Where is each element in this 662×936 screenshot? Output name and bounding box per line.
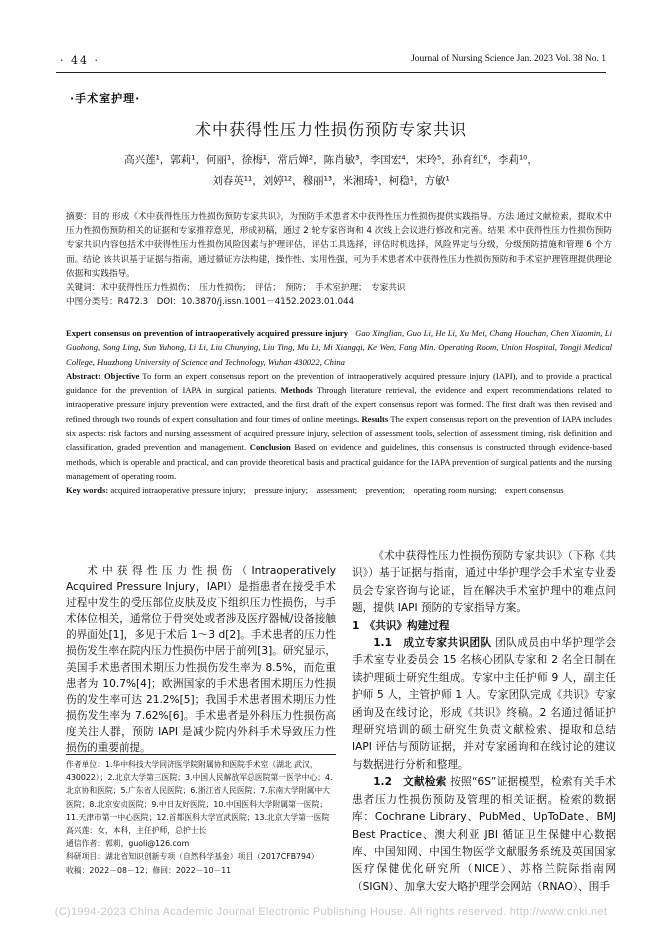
article-title: 术中获得性压力性损伤预防专家共识 (194, 120, 467, 139)
en-conclusion-label: Conclusion (249, 442, 291, 453)
funding: 科研项目：湖北省知识创新专项（自然科学基金）项目（2017CFB794） (66, 852, 319, 862)
page-number: · 44 · (60, 54, 100, 67)
section-1-heading: 1 《共识》构建过程 (352, 619, 450, 632)
en-results-label: Results (361, 413, 389, 424)
journal-info: Journal of Nursing Science Jan. 2023 Vol. 38 No. 1 (411, 54, 606, 64)
en-methods: Through literature retrieval, the evidence and expert recommendations related to intraoperative pressure injury prevention were extracted, and the first draft of the expert consensus report was formed. The first draft was then revised and refined through two rounds of expert consultation and four times of online meetings. (66, 385, 612, 424)
right-intro-paragraph: 《术中获得性压力性损伤预防专家共识》（下称《共识》）基于证据与指南，通过中华护理学会手术室专业委员会专家咨询与论证，旨在解决手术室护理中的难点问题，提供 IAPI 预防的专家指导方案。 (352, 550, 616, 615)
en-authors: Gao Xinglian, Guo Li, He Li, Xu Mei, Chang Houchan, Chen Xiaomin, Li Guohong, Song Ling, Sun Yuhong, Li Li, Liu Chunying, Liu Ting, Mu Li, Mi Xiangqi, Ke Wen, Fang Min. Operating Room, Union Hospital, Tongji Medical College, Huazhong University of Science and Technology, Wuhan 430022, China (66, 328, 612, 367)
chinese-abstract (66, 210, 612, 309)
english-abstract (66, 326, 612, 498)
cn-classification: 中图分类号：R472.3 DOI：10.3870/j.issn.1001－4152.2023.01.044 (66, 297, 355, 308)
en-abstract-body (66, 369, 612, 483)
copyright-watermark: (C)1994-2023 China Academic Journal Electronic Publishing House. All rights reserved. http://www.cnki.net (54, 906, 608, 918)
en-objective-label: Objective (103, 370, 140, 381)
cn-abstract-text: 摘要：目的 形成《术中获得性压力性损伤预防专家共识》，为预防手术患者术中获得性压力性损伤提供实践指导。方法 通过文献检索，提取术中压力性损伤预防相关的证据和专家推荐意见，形成初稿，通过 2 轮专家咨询和 4 次线上会议进行修改和完善。结果 术中获得性压力性损伤预防专家共识内容包括术中获得性压力性损伤风险因素与护理评估，评估工具选择，评估时机选择，风险界定与分级，分级预防措施和管理 6 个方面。结论 该共识基于证据与指南，通过循证方法构建，操作性、实用性强，可为手术患者术中获得性压力性损伤预防和手术室护理管理提供理论依据和实践指导。 (66, 212, 612, 279)
en-methods-label: Methods (280, 385, 313, 396)
section-1-2 (352, 774, 616, 896)
intro-paragraph: 术中获得性压力性损伤（Intraoperatively Acquired Pressure Injury，IAPI）是指患者在接受手术过程中发生的受压部位皮肤及皮下组织压力性损伤，与手术体位相关，通常位于骨突处或者涉及医疗器械/设备接触的界面处[1]，多见于术后 1～3 d[2]。手术患者的压力性损伤发生率在院内压力性损伤中居于前列[3]。研究显示，美国手术患者围术期压力性损伤发生率为 8.5%，而危重患者为 10.7%[4]；欧洲国家的手术患者围术期压力性损伤的发生率可达 21.2%[5]；我国手术患者围术期压力性损伤发生率为 7.62%[6]。手术患者是外科压力性损伤高度关注人群，预防 IAPI 是减少院内外科手术导致压力性损伤的重要前提。 (66, 565, 336, 755)
corresponding-author: 通信作者：郭莉，guoli@126.com (66, 839, 190, 849)
author-list (90, 150, 572, 192)
en-title-authors (66, 326, 612, 369)
section-1-1 (352, 635, 616, 774)
body-left-column (66, 563, 336, 756)
section-1-2-heading: 1.2 文献检索 (373, 776, 447, 789)
en-abstract-label: Abstract: (66, 370, 101, 381)
section-1-1-text: 团队成员由中华护理学会手术室专业委员会 15 名核心团队专家和 2 名全日制在读护理硕士研究生组成。专家中主任护师 9 人，副主任护师 5 人，主管护师 1 人。专家团队完成《共识》专家函询及在线讨论，形成《共识》终稿。2 名通过循证护理研究培训的硕士研究生负责文献检索、提取和总结 IAPI 评估与预防证据，并对专家函询和在线讨论的建议与数据进行分析和整理。 (352, 637, 616, 771)
author-line-2: 刘春英¹¹，刘婷¹²，穆丽¹³，米湘琦¹，柯稳¹，方敏¹ (212, 175, 450, 187)
running-header (56, 52, 606, 73)
en-objective: To form an expert consensus report on the prevention of intraoperatively acquired pressure injury (IAPI), and to provide a practical guidance for the prevention of IAPA in surgical patients. (66, 370, 612, 396)
section-1-2-text: 按照“6S”证据模型，检索有关手术患者压力性损伤预防及管理的相关证据。检索的数据库：Cochrane Library、PubMed、UpToDate、BMJ Best Practice、澳大利亚 JBI 循证卫生保健中心数据库、中国知网、中国生物医学文献服务系统及英国国家医疗保健优化研究所（NICE）、苏格兰院际指南网（SIGN）、加拿大安大略护理学会网站（RNAO）、围手 (352, 776, 616, 893)
cn-keywords: 关键词：术中获得性压力性损伤； 压力性损伤； 评估； 预防； 手术室护理； 专家共识 (66, 283, 406, 294)
en-conclusion: Based on evidence and guidelines, this consensus is constructed through evidence-based methods, which is operable and practical, and can provide theoretical basis and practical guidance for the IAPA prevention of surgical patients and the nursing management of operating room. (66, 442, 612, 481)
footnote-block (66, 758, 336, 877)
body-right-column (352, 548, 616, 896)
en-keywords-row (66, 483, 612, 497)
column-label: ·手术室护理· (70, 92, 141, 105)
author-info: 高兴莲：女，本科，主任护师，总护士长 (66, 826, 207, 836)
dates: 收稿：2022－08－12；修回：2022－10－11 (66, 865, 232, 875)
footnote-divider (66, 754, 336, 755)
section-1-1-heading: 1.1 成立专家共识团队 (373, 637, 492, 650)
en-keywords: acquired intraoperative pressure injury; pressure injury; assessment; prevention; operating room nursing; expert consensus (110, 485, 564, 496)
en-keywords-label: Key words: (66, 485, 109, 496)
author-units: 作者单位：1.华中科技大学同济医学院附属协和医院手术室（湖北 武汉，430022）；2.北京大学第三医院；3.中国人民解放军总医院第一医学中心；4.北京协和医院；5.广东省人民医院；6.浙江省人民医院；7.东南大学附属中大医院；8.北京安贞医院；9.中日友好医院；10.中国医科大学附属第一医院；11.天津市第一中心医院；12.首都医科大学宣武医院；13.北京大学第一医院 (66, 760, 333, 822)
en-results: The expert consensus report on the prevention of IAPA includes six aspects: risk factors and nursing assessment of acquired pressure injury, selection of assessment tools, selection of assessment timing, risk definition and classification, graded prevention and management. (66, 413, 613, 453)
en-title: Expert consensus on prevention of intraoperatively acquired pressure injury (66, 328, 348, 338)
author-line-1: 高兴莲¹，郭莉¹，何丽¹，徐梅¹，常后婵²，陈肖敏³，李国宏⁴，宋玲⁵，孙育红⁶，李莉¹⁰， (124, 154, 538, 166)
